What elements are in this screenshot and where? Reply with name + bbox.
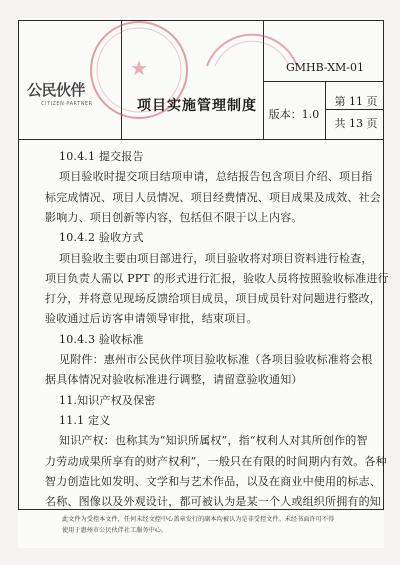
paragraph-line: 项目验收时提交项目结项申请，总结报告包含项目介绍、项目指 [59, 170, 373, 184]
document-title: 项目实施管理制度 [137, 98, 257, 114]
paragraph-line: 项目验收主要由项目部进行，项目验收将对项目资料进行检查， [59, 251, 373, 265]
document-header [18, 20, 384, 140]
footer-rule [18, 509, 384, 510]
document-code: GMHB-XM-01 [285, 61, 365, 74]
paragraph-line: 标完成情况、项目人员情况、项目经费情况、项目成果及成效、社会 [45, 190, 381, 204]
paragraph-line: 名称、图像以及外观设计，都可被认为是某一个人或组织所拥有的知 [45, 495, 381, 509]
document-footer [62, 514, 362, 536]
section-heading: 11.知识产权及保密 [59, 393, 156, 407]
version-label: 版本：1.0 [268, 108, 320, 121]
company-logo [27, 79, 123, 119]
section-heading: 10.4.2 验收方式 [59, 231, 144, 245]
logo-subtext: CITIZEN·PARTNER [41, 101, 93, 107]
paragraph-line: 力劳动成果所享有的财产权利”，一般只在有限的时间期内有效。各种 [45, 454, 387, 468]
footer-line-1: 此文件为受控本文件，任何未经文控中心盖章发行的副本均被认为是非受控文件。未经书面许可不得 [62, 516, 335, 523]
paragraph-line: 影响力、项目创新等内容，包括但不限于以上内容。 [45, 210, 303, 224]
section-heading: 10.4.1 提交报告 [59, 150, 144, 163]
paragraph-line: 据具体情况对验收标准进行调整，请留意验收通知） [45, 373, 303, 387]
paragraph-line: 项目负责人需以 PPT 的形式进行汇报，验收人员将按照验收标准进行 [45, 271, 389, 285]
document-body [18, 140, 389, 510]
page-number: 第 11 页 [334, 95, 378, 108]
page-total: 共 13 页 [334, 117, 378, 130]
footer-line-2: 使用于惠州市公民伙伴社工服务中心。 [62, 527, 168, 534]
section-heading: 10.4.3 验收标准 [59, 332, 144, 346]
document-page [18, 18, 389, 548]
logo-text: 公民伙伴 [27, 81, 86, 99]
section-heading: 11.1 定义 [59, 413, 111, 427]
paragraph-line: 验收通过后访客申请领导审批，结束项目。 [45, 312, 258, 326]
paragraph-line: 见附件：惠州市公民伙伴项目验收标准（各项目验收标准将会根 [59, 353, 373, 366]
paragraph-line: 智力创造比如发明、文学和与艺术作品，以及在商业中使用的标志、 [45, 474, 381, 488]
paragraph-line: 打分，并将意见现场反馈给项目成员，项目成员针对问题进行整改， [45, 292, 381, 306]
svg-text:★: ★ [130, 56, 148, 80]
paragraph-line: 知识产权：也称其为“知识所属权”，指“权利人对其所创作的智 [59, 434, 368, 448]
